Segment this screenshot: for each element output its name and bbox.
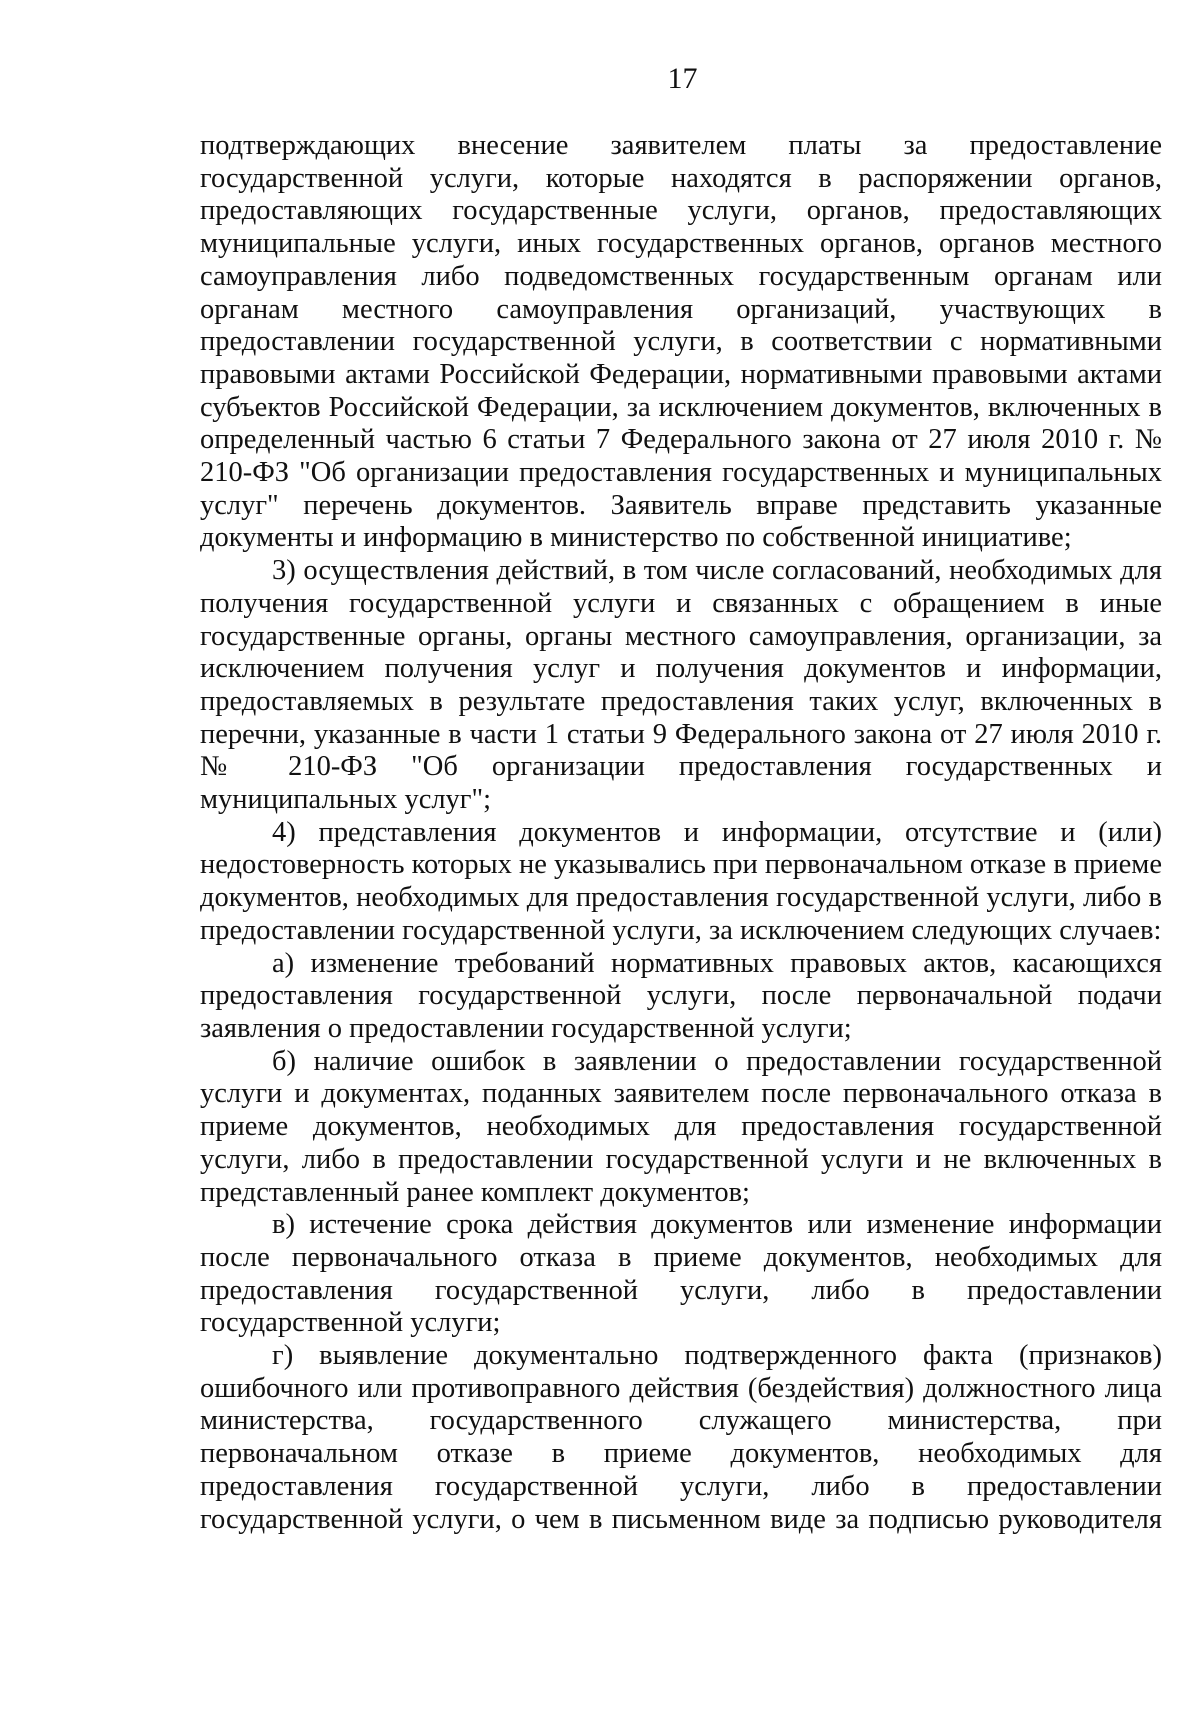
paragraph-subitem-a: а) изменение требований нормативных правовых актов, касающихся предоставления государственной услуги, после первоначальной подачи заявления о предоставлении государственной услуги; <box>200 947 1162 1044</box>
paragraph-subitem-v: в) истечение срока действия документов или изменение информации после первоначального отказа в приеме документов, необходимых для предоставления государственной услуги, либо в предоставлении государственной услуги; <box>200 1209 1162 1339</box>
paragraph-item-3: 3) осуществления действий, в том числе согласований, необходимых для получения государственной услуги и связанных с обращением в иные государственные органы, органы местного самоуправления, организации, за исключением получения услуг и получения документов и информации, предоставляемых в результате предоставления таких услуг, включенных в перечни, указанные в части 1 статьи 9 Федерального закона от 27 июля 2010 г. № 210-ФЗ "Об организации предоставления государственных и муниципальных услуг"; <box>200 555 1162 816</box>
paragraph-continuation: подтверждающих внесение заявителем платы за предоставление государственной услуги, которые находятся в распоряжении органов, предоставляющих государственные услуги, органов, предоставляющих муниципальные услуги, иных государственных органов, органов местного самоуправления либо подведомственных государственным органам или органам местного самоуправления организаций, участвующих в предоставлении государственной услуги, в соответствии с нормативными правовыми актами Российской Федерации, нормативными правовыми актами субъектов Российской Федерации, за исключением документов, включенных в определенный частью 6 статьи 7 Федерального закона от 27 июля 2010 г. № 210-ФЗ "Об организации предоставления государственных и муниципальных услуг" перечень документов. Заявитель вправе представить указанные документы и информацию в министерство по собственной инициативе; <box>200 130 1162 554</box>
paragraph-subitem-g: г) выявление документально подтвержденного факта (признаков) ошибочного или противоправного действия (бездействия) должностного лица министерства, государственного служащего министерства, при первоначальном отказе в приеме документов, необходимых для предоставления государственной услуги, либо в предоставлении государственной услуги, о чем в письменном виде за подписью руководителя <box>200 1340 1162 1535</box>
paragraph-subitem-b: б) наличие ошибок в заявлении о предоставлении государственной услуги и документах, поданных заявителем после первоначального отказа в приеме документов, необходимых для предоставления государственной услуги, либо в предоставлении государственной услуги и не включенных в представленный ранее комплект документов; <box>200 1045 1162 1208</box>
paragraph-item-4: 4) представления документов и информации, отсутствие и (или) недостоверность которых не указывались при первоначальном отказе в приеме документов, необходимых для предоставления государственной услуги, либо в предоставлении государственной услуги, за исключением следующих случаев: <box>200 816 1162 946</box>
document-body <box>200 130 1162 1536</box>
page-number: 17 <box>667 62 698 95</box>
